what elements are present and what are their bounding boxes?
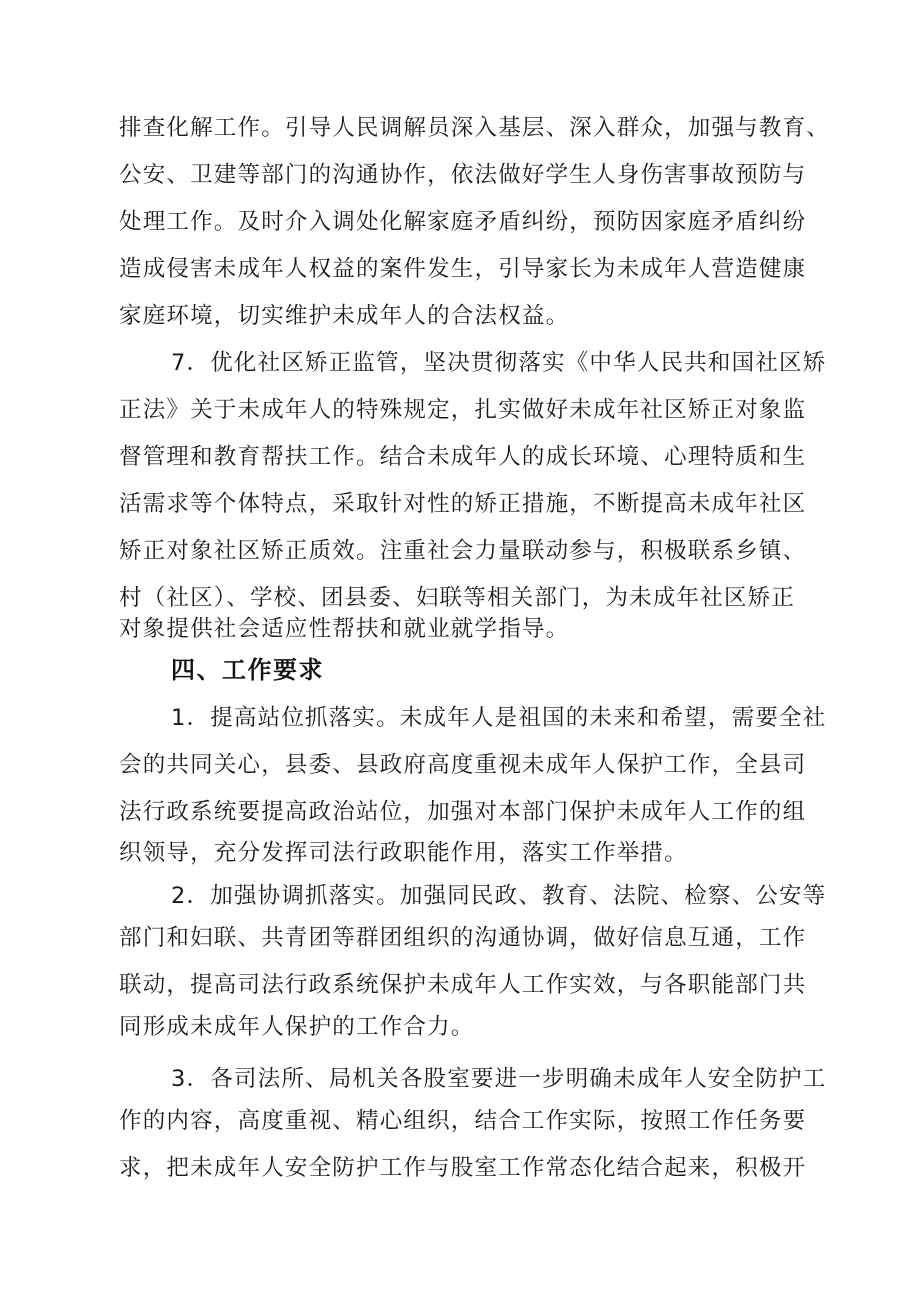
paragraph-line: 联动，提高司法行政系统保护未成年人工作实效，与各职能部门共	[119, 972, 807, 998]
paragraph-line: 处理工作。及时介入调处化解家庭矛盾纠纷，预防因家庭矛盾纠纷	[119, 209, 807, 235]
paragraph-line: 织领导，充分发挥司法行政职能作用，落实工作举措。	[119, 840, 688, 866]
paragraph-line: 2．加强协调抓落实。加强同民政、教育、法院、检察、公安等	[171, 883, 827, 909]
paragraph-line: 造成侵害未成年人权益的案件发生，引导家长为未成年人营造健康	[119, 256, 807, 282]
paragraph-line: 同形成未成年人保护的工作合力。	[119, 1014, 475, 1040]
paragraph-line: 部门和妇联、共青团等群团组织的沟通协调，做好信息互通，工作	[119, 925, 807, 951]
paragraph-line: 对象提供社会适应性帮扶和就业就学指导。	[119, 616, 570, 642]
paragraph-line: 1．提高站位抓落实。未成年人是祖国的未来和希望，需要全社	[171, 705, 827, 731]
paragraph-line: 排查化解工作。引导人民调解员深入基层、深入群众，加强与教育、	[119, 115, 831, 141]
paragraph-line: 活需求等个体特点，采取针对性的矫正措施，不断提高未成年社区	[119, 491, 807, 517]
paragraph-line: 正法》关于未成年人的特殊规定，扎实做好未成年社区矫正对象监	[119, 397, 807, 423]
section-heading: 四、工作要求	[171, 656, 324, 684]
paragraph-line: 3．各司法所、局机关各股室要进一步明确未成年人安全防护工	[171, 1066, 827, 1092]
paragraph-line: 督管理和教育帮扶工作。结合未成年人的成长环境、心理特质和生	[119, 444, 807, 470]
paragraph-line: 7．优化社区矫正监管，坚决贯彻落实《中华人民共和国社区矫	[171, 350, 827, 376]
paragraph-line: 会的共同关心，县委、县政府高度重视未成年人保护工作，全县司	[119, 752, 807, 778]
paragraph-line: 矫正对象社区矫正质效。注重社会力量联动参与，积极联系乡镇、	[119, 538, 807, 564]
paragraph-line: 村（社区）、学校、团县委、妇联等相关部门，为未成年社区矫正	[119, 585, 796, 611]
paragraph-line: 作的内容，高度重视、精心组织，结合工作实际，按照工作任务要	[119, 1108, 807, 1134]
paragraph-line: 家庭环境，切实维护未成年人的合法权益。	[119, 303, 570, 329]
paragraph-line: 法行政系统要提高政治站位，加强对本部门保护未成年人工作的组	[119, 799, 807, 825]
paragraph-line: 公安、卫建等部门的沟通协作，依法做好学生人身伤害事故预防与	[119, 162, 807, 188]
paragraph-line: 求，把未成年人安全防护工作与股室工作常态化结合起来，积极开	[119, 1155, 807, 1181]
